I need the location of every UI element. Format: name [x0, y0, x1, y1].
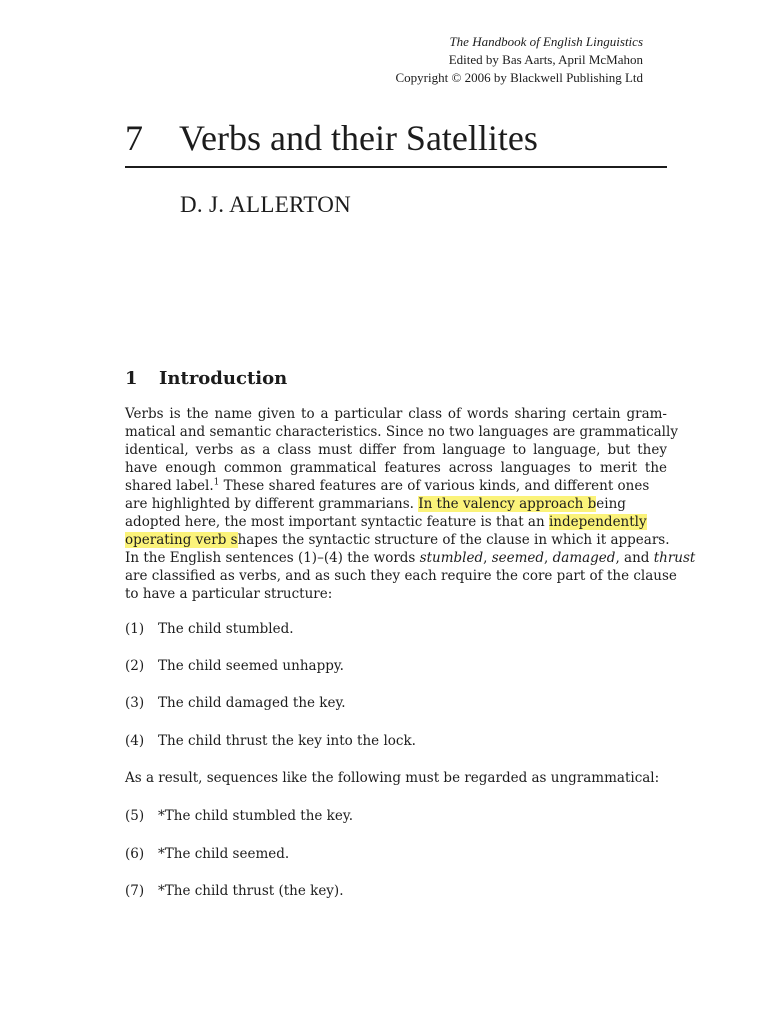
example-item — [125, 807, 353, 825]
text-run: adopted here, the most important syntactic feature is that an — [125, 514, 549, 530]
paragraph-line: identical, verbs as a class must differ from language to language, but they — [125, 442, 667, 458]
text-run: , — [544, 550, 553, 566]
chapter-author: D. J. ALLERTON — [180, 192, 352, 217]
result-sentence: As a result, sequences like the following must be regarded as ungrammatical: — [125, 770, 660, 786]
paragraph-line — [125, 531, 670, 549]
paragraph-line — [125, 477, 667, 495]
example-number: (5) — [125, 808, 145, 824]
example-number: (3) — [125, 695, 145, 711]
paragraph-line — [125, 549, 696, 567]
italic-term: thrust — [653, 550, 696, 566]
text-run: are highlighted by different grammarians. — [125, 496, 419, 512]
example-text: *The child thrust (the key). — [158, 883, 344, 899]
example-number: (1) — [125, 621, 145, 637]
chapter-rule — [125, 166, 667, 168]
footnote-marker[interactable]: 1 — [213, 477, 220, 488]
text-run: eing — [596, 496, 626, 512]
text-run: , — [483, 550, 492, 566]
editors-line: Edited by Bas Aarts, April McMahon — [448, 52, 643, 67]
italic-term: damaged — [552, 550, 616, 566]
highlighted-text: independently — [548, 514, 647, 530]
example-text: *The child stumbled the key. — [158, 808, 353, 824]
italic-term: stumbled — [419, 550, 484, 566]
example-item — [125, 657, 344, 675]
running-header — [396, 33, 643, 87]
text-run: hapes the syntactic structure of the clause in which it appears. — [237, 532, 670, 548]
intro-paragraph — [125, 405, 696, 603]
example-number: (7) — [125, 883, 145, 899]
paragraph-line: to have a particular structure: — [125, 586, 333, 602]
example-number: (6) — [125, 846, 145, 862]
paragraph-line: have enough common grammatical features across languages to merit the — [125, 460, 667, 476]
example-number: (4) — [125, 733, 145, 749]
chapter-title: Verbs and their Satellites — [179, 118, 538, 158]
paragraph-line: are classified as verbs, and as such they each require the core part of the clause — [125, 568, 677, 584]
example-item — [125, 882, 344, 900]
highlighted-text: In the valency approach b — [418, 496, 597, 512]
example-number: (2) — [125, 658, 145, 674]
chapter-number: 7 — [125, 118, 143, 158]
example-item — [125, 620, 294, 638]
paragraph-line: matical and semantic characteristics. Since no two languages are grammatically — [125, 424, 678, 440]
example-text: The child thrust the key into the lock. — [158, 733, 416, 749]
text-run: In the English sentences (1)–(4) the words — [125, 550, 420, 566]
highlighted-text: operating verb s — [125, 532, 238, 548]
text-run: , and — [615, 550, 654, 566]
text-run: These shared features are of various kinds, and different ones — [219, 478, 650, 494]
section-heading — [125, 366, 287, 392]
text-run: shared label. — [125, 478, 214, 494]
example-text: *The child seemed. — [158, 846, 290, 862]
paragraph-line — [125, 513, 667, 531]
paragraph-line: Verbs is the name given to a particular class of words sharing certain gram- — [125, 406, 667, 422]
italic-term: seemed — [491, 550, 545, 566]
chapter-heading — [125, 116, 538, 160]
paragraph-line — [125, 495, 667, 513]
section-title: Introduction — [159, 368, 288, 389]
example-text: The child seemed unhappy. — [158, 658, 344, 674]
example-text: The child damaged the key. — [158, 695, 346, 711]
example-item — [125, 732, 416, 750]
example-item — [125, 845, 289, 863]
copyright-line: Copyright © 2006 by Blackwell Publishing Ltd — [395, 70, 643, 85]
example-text: The child stumbled. — [158, 621, 294, 637]
book-title: The Handbook of English Linguistics — [449, 34, 643, 49]
example-item — [125, 694, 346, 712]
section-number: 1 — [125, 368, 138, 389]
